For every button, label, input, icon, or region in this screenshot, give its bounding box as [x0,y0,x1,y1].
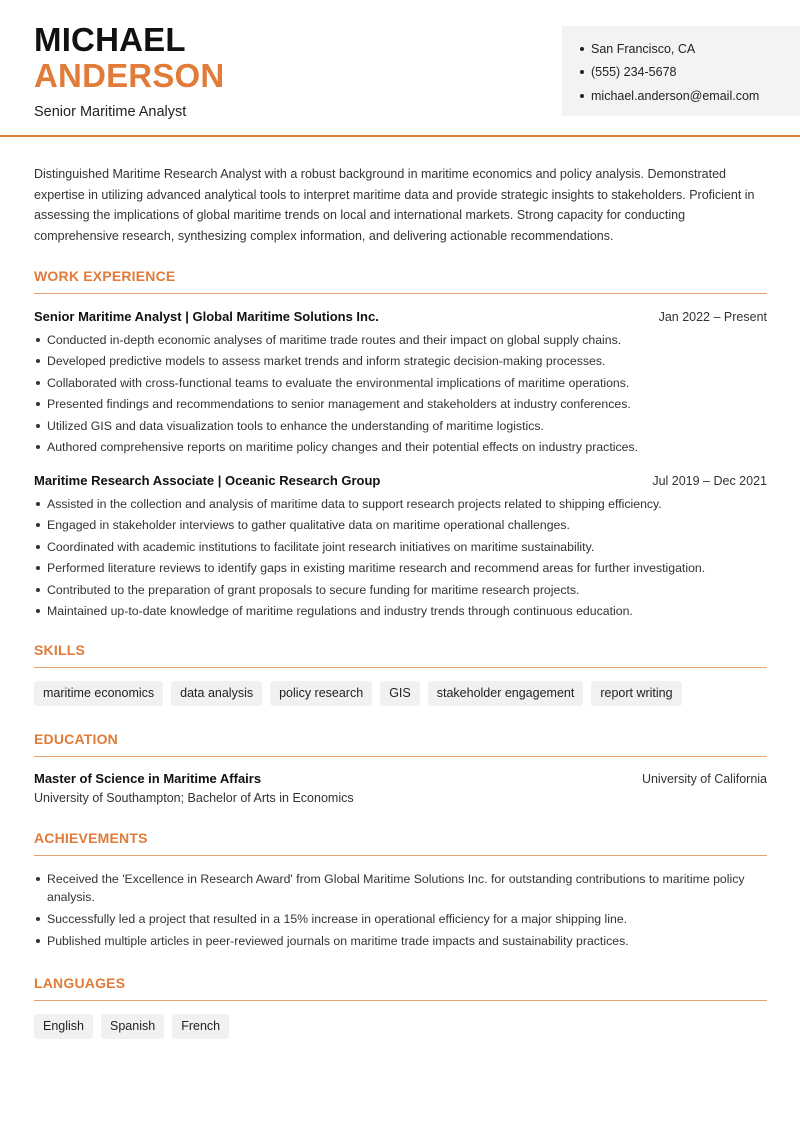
skill-tag: policy research [270,681,372,706]
achievement-bullets [34,870,767,950]
bullet-icon [36,338,40,342]
job-bullet: Presented findings and recommendations to senior management and stakeholders at industry conferences. [34,395,767,413]
email-text: michael.anderson@email.com [591,88,760,103]
skills-tags [34,681,767,706]
degree: Master of Science in Maritime Affairs [34,770,262,786]
bullet-icon [36,402,40,406]
contact-phone [580,61,800,85]
job-bullet: Maintained up-to-date knowledge of maritime regulations and industry trends through continuous education. [34,602,767,620]
skills-section [34,642,767,706]
section-title-education: EDUCATION [34,731,767,757]
job-bullet: Collaborated with cross-functional teams to evaluate the environmental implications of maritime operations. [34,374,767,392]
location-text: San Francisco, CA [591,41,696,56]
last-name: ANDERSON [34,57,225,94]
bullet-icon [36,939,40,943]
skill-tag: GIS [380,681,420,706]
job-bullets [34,331,767,456]
language-tag: Spanish [101,1014,164,1039]
first-name: MICHAEL [34,21,186,58]
bullet-icon [36,523,40,527]
bullet-icon [36,359,40,363]
bullet-icon [36,609,40,613]
job-role: Senior Maritime Analyst | Global Maritime Solutions Inc. [34,309,379,324]
name-block [34,22,224,120]
section-title-achievements: ACHIEVEMENTS [34,830,767,856]
education-section [34,731,767,805]
contact-email [580,84,800,108]
skill-tag: report writing [591,681,681,706]
job-dates: Jul 2019 – Dec 2021 [652,473,767,488]
section-title-work: WORK EXPERIENCE [34,268,767,294]
skill-tag: stakeholder engagement [428,681,584,706]
job-bullet: Coordinated with academic institutions to facilitate joint research initiatives on maritime sustainability. [34,538,767,556]
contact-box [562,26,800,116]
bullet-icon [36,566,40,570]
resume-header [0,0,800,137]
section-title-languages: LANGUAGES [34,975,767,1001]
bullet-icon [36,424,40,428]
bullet-icon [580,94,584,98]
contact-location [580,37,800,61]
languages-section [34,975,767,1039]
bullet-icon [36,917,40,921]
institution: University of California [641,771,767,786]
language-tag: English [34,1014,93,1039]
job-bullet: Performed literature reviews to identify gaps in existing maritime research and recommend areas for further investigation. [34,559,767,577]
work-section [34,268,767,620]
achievement-bullet: Published multiple articles in peer-reviewed journals on maritime trade impacts and sustainability practices. [34,932,767,950]
job-entry [34,309,767,456]
bullet-icon [36,445,40,449]
job-bullets [34,495,767,620]
bullet-icon [36,877,40,881]
bullet-icon [36,545,40,549]
skill-tag: maritime economics [34,681,163,706]
resume-content [34,164,767,1039]
job-entry [34,473,767,620]
bullet-icon [580,47,584,51]
job-role: Maritime Research Associate | Oceanic Research Group [34,472,381,488]
achievement-bullet: Successfully led a project that resulted in a 15% increase in operational efficiency for a major shipping line. [34,910,767,928]
achievements-section [34,830,767,950]
job-bullet: Conducted in-depth economic analyses of maritime trade routes and their impact on global supply chains. [34,331,767,349]
summary: Distinguished Maritime Research Analyst with a robust background in maritime economics and policy analysis. Demonstrated expertise in utilizing advanced analytical tools to interpret maritime data and provide strategic insights to stakeholders. Proficient in assessing the implications of global maritime trends on local and international markets. Strong capacity for conducting comprehensive research, synthesizing complex information, and delivering actionable recommendations. [34,167,755,243]
language-tag: French [172,1014,229,1039]
bullet-icon [36,381,40,385]
job-dates: Jan 2022 – Present [658,310,767,324]
phone-text: (555) 234-5678 [591,65,677,80]
education-details: University of Southampton; Bachelor of Arts in Economics [34,790,354,805]
section-title-skills: SKILLS [34,642,767,668]
job-title: Senior Maritime Analyst [34,104,187,120]
job-bullet: Developed predictive models to assess market trends and inform strategic decision-making processes. [34,352,767,370]
skill-tag: data analysis [171,681,262,706]
bullet-icon [36,502,40,506]
job-bullet: Authored comprehensive reports on maritime policy changes and their potential effects on industry practices. [34,438,767,456]
job-bullet: Contributed to the preparation of grant proposals to secure funding for maritime research projects. [34,581,767,599]
bullet-icon [36,588,40,592]
job-bullet: Engaged in stakeholder interviews to gather qualitative data on maritime operational challenges. [34,516,767,534]
bullet-icon [580,70,584,74]
job-bullet: Assisted in the collection and analysis of maritime data to support research projects related to shipping efficiency. [34,495,767,513]
language-tags [34,1014,767,1039]
job-bullet: Utilized GIS and data visualization tools to enhance the understanding of maritime logistics. [34,417,767,435]
achievement-bullet: Received the 'Excellence in Research Award' from Global Maritime Solutions Inc. for outstanding contributions to maritime policy analysis. [34,870,767,906]
